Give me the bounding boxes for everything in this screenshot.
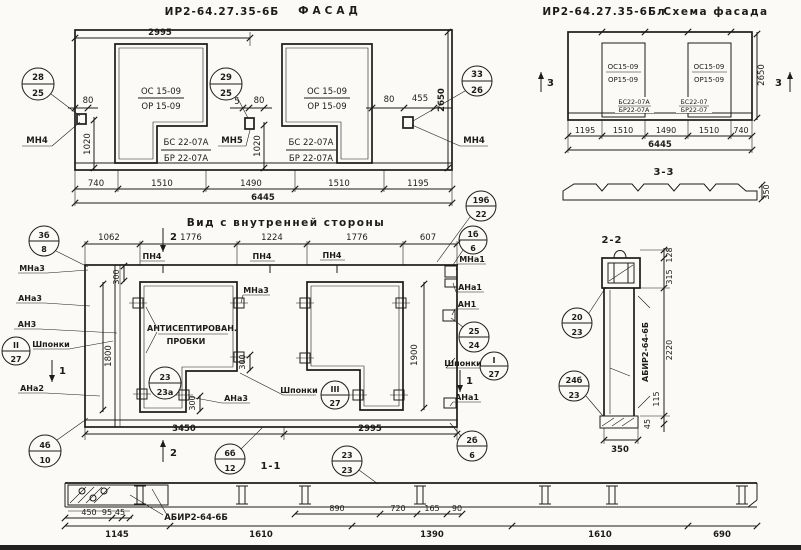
- dim-607: 607: [419, 233, 437, 243]
- anchor: [133, 389, 151, 399]
- dim-1020: 1020: [83, 133, 93, 155]
- svg-text:23: 23: [571, 328, 583, 337]
- callout-2b-6: [457, 431, 487, 461]
- inner-title: Вид с внутренней стороны: [186, 217, 386, 229]
- bottom-foot: [600, 416, 638, 428]
- dim-350: 350: [611, 445, 629, 455]
- dim-95: 95: [101, 508, 113, 517]
- lifting-loop: [614, 251, 626, 259]
- callout-29-25: [210, 68, 242, 100]
- svg-text:25: 25: [220, 89, 232, 99]
- section-3-mark-right: [775, 72, 793, 92]
- svg-text:19б: 19б: [472, 196, 490, 205]
- anchor-mn4-left: [77, 114, 86, 124]
- block-mark: БР22-07А: [618, 107, 650, 114]
- section-3-3-profile: [563, 184, 757, 200]
- label-antiseptic: АНТИСЕПТИРОВАН.: [147, 324, 237, 333]
- section-1-mark-right: [457, 370, 474, 392]
- dim-90: 90: [451, 504, 463, 513]
- callout-20-23: [562, 308, 592, 338]
- svg-text:I: I: [492, 356, 496, 365]
- callout-6b-12: [215, 444, 245, 474]
- section-2-mark-bottom: [160, 440, 178, 462]
- edge-anchor: [445, 266, 457, 277]
- callout-24b-23: [559, 371, 589, 401]
- callout-19b-22: [466, 191, 496, 221]
- dim-1062: 1062: [98, 233, 120, 243]
- dim-1610: 1610: [588, 530, 612, 540]
- dim-6445: 6445: [251, 193, 275, 203]
- dim-740: 740: [733, 126, 749, 135]
- callout-23-23: [332, 446, 362, 476]
- dim-455: 455: [411, 94, 429, 104]
- svg-text:10: 10: [39, 456, 51, 465]
- dim-2650: 2650: [757, 64, 767, 86]
- label-shponki-left: Шпонки: [32, 340, 70, 349]
- dim-300: 300: [238, 354, 247, 370]
- dim-1776: 1776: [346, 233, 368, 243]
- svg-text:23: 23: [341, 466, 353, 475]
- label-an1: АН1: [457, 300, 477, 309]
- callout-II-27: [2, 337, 30, 365]
- svg-text:1: 1: [466, 376, 474, 387]
- dim-1390: 1390: [420, 530, 444, 540]
- section-2-mark-top: [160, 228, 178, 252]
- window-mark: ОР 15-09: [307, 102, 347, 112]
- dim-1510: 1510: [328, 179, 350, 189]
- section-2-2-label: 2-2: [601, 235, 623, 246]
- svg-text:28: 28: [32, 73, 44, 83]
- facade-view: [22, 5, 492, 206]
- dim-1224: 1224: [261, 233, 283, 243]
- dim-2220: 2220: [665, 339, 674, 361]
- schema-outline: [568, 32, 752, 120]
- callout-4b-10: [29, 435, 61, 467]
- svg-text:2: 2: [170, 232, 178, 243]
- facade-title-code: ИР2-64.27.35-6Б: [164, 6, 280, 18]
- svg-text:1б: 1б: [467, 230, 479, 239]
- dim-1020: 1020: [253, 135, 263, 157]
- edge-anchor: [445, 279, 457, 287]
- window-mark: ОР15-09: [693, 76, 725, 84]
- svg-text:20: 20: [571, 313, 583, 322]
- dim-315: 315: [665, 269, 674, 285]
- label-mna3: МНа3: [19, 264, 45, 273]
- channel-glyphs: [134, 486, 748, 504]
- section-1-1-label: 1-1: [260, 461, 282, 472]
- dim-45: 45: [114, 508, 126, 517]
- svg-text:3б: 3б: [38, 231, 50, 240]
- label-beam-mark: АБИР2-64-6Б: [164, 513, 228, 523]
- label-mn5: МН5: [221, 136, 243, 146]
- dim-128: 128: [665, 247, 674, 263]
- dim-1510: 1510: [612, 126, 634, 135]
- label-ana3-inner: АНа3: [224, 394, 248, 403]
- dim-1900: 1900: [410, 344, 420, 366]
- svg-text:27: 27: [488, 370, 500, 379]
- label-pn4: ПН4: [322, 251, 342, 260]
- svg-text:12: 12: [224, 464, 236, 473]
- callout-28-25: [22, 68, 54, 100]
- sheet-bottom-edge: [0, 545, 801, 550]
- dim-115: 115: [652, 391, 661, 407]
- window-mark: ОР15-09: [607, 76, 639, 84]
- callout-33-26: [462, 66, 492, 96]
- svg-text:8: 8: [41, 245, 47, 254]
- pn4-marks: [158, 265, 342, 273]
- dim-300: 300: [112, 269, 121, 285]
- dim-350: 350: [762, 184, 771, 200]
- dim-1776: 1776: [180, 233, 202, 243]
- dim-300: 300: [188, 395, 197, 411]
- dim-1510: 1510: [151, 179, 173, 189]
- dim-5: 5: [234, 97, 240, 107]
- dim-720: 720: [390, 504, 406, 513]
- label-pn4: ПН4: [142, 252, 162, 261]
- dim-2995: 2995: [358, 424, 382, 434]
- svg-text:II: II: [13, 341, 19, 350]
- dim-690: 690: [713, 530, 731, 540]
- callout-III-27: [321, 381, 349, 409]
- callout-I-27: [480, 352, 508, 380]
- callout-3b-8: [29, 226, 59, 256]
- svg-text:25: 25: [468, 327, 480, 336]
- dim-6445: 6445: [648, 140, 672, 150]
- svg-text:27: 27: [10, 355, 22, 364]
- label-ana3: АНа3: [18, 294, 42, 303]
- dim-450: 450: [81, 508, 97, 517]
- dim-1195: 1195: [407, 179, 429, 189]
- schema-title-code: ИР2-64.27.35-6Бл: [542, 6, 666, 18]
- label-mna3-inner: МНа3: [243, 286, 269, 295]
- block-mark: БС22-07А: [618, 99, 650, 106]
- dim-1510: 1510: [698, 126, 720, 135]
- window-mark: ОС15-09: [693, 63, 725, 71]
- dim-1610: 1610: [249, 530, 273, 540]
- dim-80: 80: [253, 96, 265, 106]
- dim-80: 80: [383, 95, 395, 105]
- dim-1800: 1800: [104, 345, 114, 367]
- label-ana2: АНа2: [20, 384, 44, 393]
- svg-text:III: III: [330, 385, 340, 394]
- svg-text:25: 25: [32, 89, 44, 99]
- block-mark: БР 22-07А: [163, 154, 209, 164]
- dim-45: 45: [643, 418, 652, 430]
- section-1-mark-left: [49, 360, 67, 382]
- block-mark: БС 22-07А: [163, 138, 209, 148]
- svg-text:2б: 2б: [466, 436, 478, 445]
- anchor-mn4-right: [403, 117, 413, 128]
- dim-1145: 1145: [105, 530, 129, 540]
- label-probki: ПРОБКИ: [166, 337, 206, 346]
- section-3-mark-left: [538, 72, 555, 92]
- inner-view: [2, 191, 508, 484]
- label-pn4: ПН4: [252, 252, 272, 261]
- svg-text:6б: 6б: [224, 449, 236, 458]
- dim-1490: 1490: [240, 179, 262, 189]
- window-mark: ОС 15-09: [306, 87, 348, 97]
- dim-2995: 2995: [148, 28, 172, 38]
- label-ana1-low: АНа1: [455, 393, 479, 402]
- facade-title-word: ФАСАД: [298, 5, 362, 17]
- svg-text:6: 6: [469, 451, 475, 460]
- section-1-1: [62, 461, 760, 540]
- callout-1b-6: [459, 226, 487, 254]
- svg-text:23а: 23а: [156, 388, 174, 397]
- block-mark: БР22-07: [680, 107, 708, 114]
- svg-text:23: 23: [159, 373, 171, 382]
- block-mark: БС 22-07А: [288, 138, 334, 148]
- svg-text:6: 6: [470, 244, 476, 253]
- svg-text:23: 23: [568, 391, 580, 400]
- svg-text:27: 27: [329, 399, 341, 408]
- dim-1195: 1195: [574, 126, 596, 135]
- svg-text:22: 22: [475, 210, 487, 219]
- dim-80: 80: [82, 96, 94, 106]
- section-2-2: [559, 235, 674, 455]
- svg-text:29: 29: [220, 73, 232, 83]
- label-beam-mark-vertical: АБИР2-64-6Б: [641, 322, 650, 382]
- svg-text:24б: 24б: [565, 376, 583, 385]
- dim-3450: 3450: [172, 424, 196, 434]
- label-mn4-left: МН4: [26, 136, 48, 146]
- label-mna1: МНа1: [459, 255, 485, 264]
- dim-165: 165: [424, 504, 440, 513]
- schema-view: [538, 6, 793, 202]
- svg-text:1: 1: [59, 366, 67, 377]
- label-shponki-mid: Шпонки: [280, 386, 318, 395]
- svg-text:26: 26: [471, 86, 483, 96]
- label-ana1: АНа1: [458, 283, 482, 292]
- svg-text:24: 24: [468, 341, 480, 350]
- window-mark: ОР 15-09: [141, 102, 181, 112]
- label-an3: АН3: [17, 320, 37, 329]
- dim-1490: 1490: [655, 126, 677, 135]
- section-3-3-label: 3-3: [653, 167, 675, 178]
- svg-text:3: 3: [547, 78, 555, 89]
- anchor-mn5: [245, 118, 254, 129]
- anchor: [392, 298, 410, 308]
- label-shponki-right: Шпонки: [444, 359, 482, 368]
- block-mark: БР 22-07А: [288, 154, 334, 164]
- dim-890: 890: [329, 504, 345, 513]
- label-mn4-right: МН4: [463, 136, 485, 146]
- svg-text:4б: 4б: [39, 441, 51, 450]
- svg-text:3: 3: [775, 78, 783, 89]
- schema-title-word: Схема фасада: [663, 6, 769, 18]
- block-mark: БС22-07: [680, 99, 708, 106]
- svg-text:2: 2: [170, 448, 178, 459]
- callout-23-23a: [149, 367, 181, 399]
- callout-25-24: [459, 322, 489, 352]
- svg-text:23: 23: [341, 451, 353, 460]
- svg-text:33: 33: [471, 70, 483, 80]
- window-mark: ОС 15-09: [140, 87, 182, 97]
- dim-740: 740: [87, 179, 105, 189]
- dim-2650: 2650: [437, 88, 447, 112]
- window-mark: ОС15-09: [607, 63, 639, 71]
